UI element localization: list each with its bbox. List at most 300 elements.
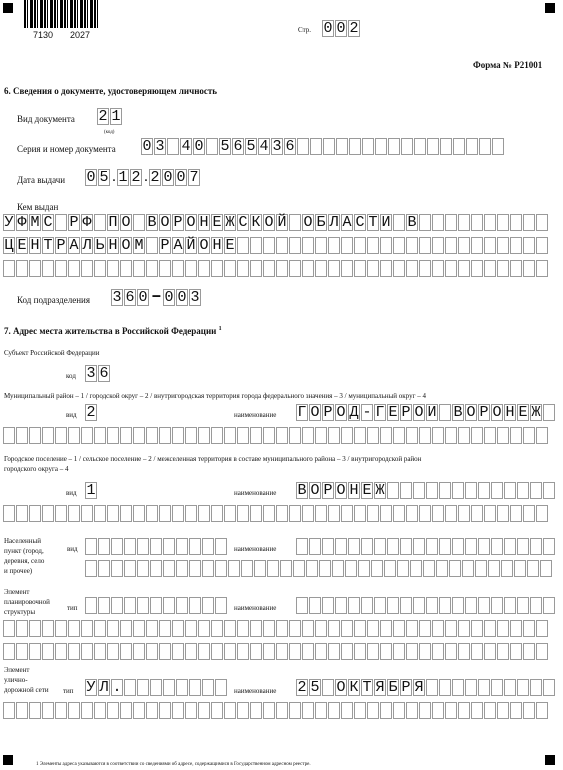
char-cell[interactable]: Р xyxy=(479,404,489,421)
char-cell[interactable] xyxy=(198,260,210,277)
char-cell[interactable]: 2 xyxy=(131,169,141,186)
char-cell[interactable] xyxy=(150,597,162,614)
char-cell[interactable]: У xyxy=(4,214,14,231)
char-cell[interactable] xyxy=(315,643,327,660)
char-cell[interactable] xyxy=(380,237,392,254)
char-cell[interactable] xyxy=(185,505,197,522)
char-cell[interactable]: О xyxy=(121,214,131,231)
char-cell[interactable] xyxy=(224,260,236,277)
char-cell[interactable] xyxy=(98,538,110,555)
char-cell[interactable] xyxy=(427,138,439,155)
char-cell[interactable] xyxy=(523,427,535,444)
char-cell[interactable] xyxy=(29,427,41,444)
char-cell[interactable] xyxy=(452,482,464,499)
char-cell[interactable] xyxy=(3,620,15,637)
char-cell[interactable] xyxy=(211,643,223,660)
char-cell[interactable] xyxy=(172,643,184,660)
char-cell[interactable] xyxy=(267,560,279,577)
char-cell[interactable] xyxy=(335,597,347,614)
char-cell[interactable] xyxy=(523,237,535,254)
char-cell[interactable] xyxy=(530,597,542,614)
char-cell[interactable] xyxy=(452,538,464,555)
locality-type-grid[interactable] xyxy=(85,538,228,555)
char-cell[interactable] xyxy=(471,702,483,719)
char-cell[interactable] xyxy=(189,597,201,614)
char-cell[interactable] xyxy=(328,427,340,444)
char-cell[interactable] xyxy=(185,427,197,444)
char-cell[interactable] xyxy=(432,505,444,522)
char-cell[interactable] xyxy=(484,643,496,660)
char-cell[interactable] xyxy=(254,560,266,577)
char-cell[interactable] xyxy=(471,620,483,637)
char-cell[interactable] xyxy=(543,679,555,696)
char-cell[interactable] xyxy=(367,620,379,637)
char-cell[interactable] xyxy=(419,214,431,231)
char-cell[interactable] xyxy=(167,138,179,155)
char-cell[interactable] xyxy=(374,597,386,614)
char-cell[interactable] xyxy=(504,482,516,499)
char-cell[interactable]: О xyxy=(264,214,274,231)
char-cell[interactable] xyxy=(406,260,418,277)
char-cell[interactable] xyxy=(504,597,516,614)
char-cell[interactable] xyxy=(206,138,218,155)
char-cell[interactable] xyxy=(504,679,516,696)
char-cell[interactable] xyxy=(488,560,500,577)
char-cell[interactable] xyxy=(29,505,41,522)
char-cell[interactable] xyxy=(452,597,464,614)
planning-name-grid-1[interactable] xyxy=(296,597,556,614)
char-cell[interactable] xyxy=(387,538,399,555)
char-cell[interactable] xyxy=(55,643,67,660)
char-cell[interactable] xyxy=(497,260,509,277)
char-cell[interactable] xyxy=(523,260,535,277)
char-cell[interactable] xyxy=(276,505,288,522)
char-cell[interactable] xyxy=(302,643,314,660)
char-cell[interactable] xyxy=(16,505,28,522)
char-cell[interactable] xyxy=(445,237,457,254)
char-cell[interactable] xyxy=(328,260,340,277)
char-cell[interactable] xyxy=(348,597,360,614)
char-cell[interactable] xyxy=(237,643,249,660)
char-cell[interactable] xyxy=(471,505,483,522)
char-cell[interactable] xyxy=(133,214,145,231)
char-cell[interactable]: В xyxy=(147,214,157,231)
issued-by-line-2[interactable] xyxy=(3,237,549,254)
char-cell[interactable] xyxy=(198,505,210,522)
char-cell[interactable]: 0 xyxy=(177,289,187,306)
char-cell[interactable] xyxy=(426,679,438,696)
char-cell[interactable]: 3 xyxy=(272,138,282,155)
char-cell[interactable] xyxy=(42,505,54,522)
char-cell[interactable] xyxy=(393,427,405,444)
char-cell[interactable]: - xyxy=(362,404,372,421)
char-cell[interactable] xyxy=(198,702,210,719)
char-cell[interactable]: М xyxy=(134,237,144,254)
char-cell[interactable] xyxy=(458,620,470,637)
char-cell[interactable] xyxy=(354,620,366,637)
char-cell[interactable] xyxy=(215,679,227,696)
char-cell[interactable] xyxy=(510,620,522,637)
char-cell[interactable] xyxy=(400,538,412,555)
char-cell[interactable]: А xyxy=(69,237,79,254)
char-cell[interactable] xyxy=(176,560,188,577)
char-cell[interactable] xyxy=(491,679,503,696)
char-cell[interactable] xyxy=(523,702,535,719)
char-cell[interactable] xyxy=(107,427,119,444)
char-cell[interactable]: Р xyxy=(69,214,79,231)
char-cell[interactable] xyxy=(163,538,175,555)
char-cell[interactable]: У xyxy=(86,679,96,696)
char-cell[interactable] xyxy=(380,427,392,444)
char-cell[interactable]: 1 xyxy=(86,482,96,499)
char-cell[interactable] xyxy=(388,138,400,155)
char-cell[interactable] xyxy=(453,138,465,155)
char-cell[interactable] xyxy=(289,214,301,231)
char-cell[interactable] xyxy=(497,702,509,719)
settlement-name-grid-2[interactable] xyxy=(3,505,549,522)
char-cell[interactable] xyxy=(42,620,54,637)
char-cell[interactable]: 0 xyxy=(176,169,186,186)
char-cell[interactable] xyxy=(42,702,54,719)
street-name-grid-2[interactable] xyxy=(3,702,549,719)
char-cell[interactable] xyxy=(55,505,67,522)
char-cell[interactable] xyxy=(400,597,412,614)
char-cell[interactable]: 6 xyxy=(233,138,243,155)
char-cell[interactable] xyxy=(172,260,184,277)
char-cell[interactable] xyxy=(202,679,214,696)
char-cell[interactable] xyxy=(280,560,292,577)
char-cell[interactable] xyxy=(3,427,15,444)
char-cell[interactable] xyxy=(211,620,223,637)
char-cell[interactable] xyxy=(202,538,214,555)
char-cell[interactable] xyxy=(16,620,28,637)
char-cell[interactable] xyxy=(120,620,132,637)
char-cell[interactable]: 5 xyxy=(99,169,109,186)
char-cell[interactable] xyxy=(55,427,67,444)
char-cell[interactable] xyxy=(185,620,197,637)
char-cell[interactable]: 3 xyxy=(155,138,165,155)
char-cell[interactable] xyxy=(163,679,175,696)
char-cell[interactable] xyxy=(276,260,288,277)
char-cell[interactable]: 6 xyxy=(125,289,135,306)
char-cell[interactable]: Е xyxy=(212,214,222,231)
char-cell[interactable] xyxy=(445,260,457,277)
char-cell[interactable] xyxy=(536,643,548,660)
char-cell[interactable]: 5 xyxy=(310,679,320,696)
char-cell[interactable] xyxy=(302,237,314,254)
char-cell[interactable]: Л xyxy=(82,237,92,254)
char-cell[interactable]: О xyxy=(466,404,476,421)
char-cell[interactable] xyxy=(484,505,496,522)
char-cell[interactable] xyxy=(436,560,448,577)
char-cell[interactable] xyxy=(224,427,236,444)
char-cell[interactable]: 0 xyxy=(323,20,333,37)
char-cell[interactable] xyxy=(302,427,314,444)
municipal-name-grid-1[interactable] xyxy=(296,404,556,421)
planning-type-grid[interactable] xyxy=(85,597,228,614)
char-cell[interactable] xyxy=(68,505,80,522)
char-cell[interactable] xyxy=(371,560,383,577)
char-cell[interactable] xyxy=(510,427,522,444)
char-cell[interactable] xyxy=(328,237,340,254)
char-cell[interactable]: 0 xyxy=(194,138,204,155)
char-cell[interactable]: Ц xyxy=(4,237,14,254)
char-cell[interactable]: Е xyxy=(362,482,372,499)
char-cell[interactable]: Е xyxy=(17,237,27,254)
char-cell[interactable] xyxy=(94,643,106,660)
char-cell[interactable] xyxy=(387,597,399,614)
char-cell[interactable]: Н xyxy=(212,237,222,254)
char-cell[interactable] xyxy=(354,643,366,660)
char-cell[interactable] xyxy=(185,643,197,660)
char-cell[interactable] xyxy=(393,260,405,277)
char-cell[interactable]: О xyxy=(336,482,346,499)
char-cell[interactable] xyxy=(133,643,145,660)
char-cell[interactable] xyxy=(367,702,379,719)
char-cell[interactable] xyxy=(68,260,80,277)
char-cell[interactable] xyxy=(276,237,288,254)
char-cell[interactable] xyxy=(510,260,522,277)
char-cell[interactable] xyxy=(189,560,201,577)
char-cell[interactable]: 2 xyxy=(98,108,108,125)
char-cell[interactable] xyxy=(419,643,431,660)
municipal-name-grid-2[interactable] xyxy=(3,427,549,444)
char-cell[interactable] xyxy=(55,260,67,277)
char-cell[interactable] xyxy=(484,620,496,637)
char-cell[interactable] xyxy=(478,538,490,555)
char-cell[interactable] xyxy=(432,702,444,719)
char-cell[interactable] xyxy=(215,538,227,555)
char-cell[interactable] xyxy=(42,427,54,444)
issued-by-line-1[interactable] xyxy=(3,214,549,231)
char-cell[interactable] xyxy=(42,643,54,660)
char-cell[interactable] xyxy=(68,643,80,660)
char-cell[interactable] xyxy=(527,560,539,577)
char-cell[interactable] xyxy=(107,505,119,522)
char-cell[interactable] xyxy=(367,260,379,277)
char-cell[interactable] xyxy=(263,643,275,660)
char-cell[interactable] xyxy=(68,620,80,637)
char-cell[interactable]: Н xyxy=(505,404,515,421)
char-cell[interactable]: В xyxy=(297,482,307,499)
char-cell[interactable] xyxy=(250,237,262,254)
char-cell[interactable] xyxy=(224,643,236,660)
char-cell[interactable] xyxy=(471,214,483,231)
char-cell[interactable] xyxy=(42,260,54,277)
char-cell[interactable] xyxy=(419,620,431,637)
char-cell[interactable] xyxy=(81,643,93,660)
char-cell[interactable] xyxy=(163,597,175,614)
char-cell[interactable] xyxy=(120,260,132,277)
char-cell[interactable] xyxy=(380,643,392,660)
char-cell[interactable] xyxy=(465,482,477,499)
char-cell[interactable] xyxy=(328,620,340,637)
char-cell[interactable] xyxy=(432,260,444,277)
char-cell[interactable] xyxy=(159,643,171,660)
char-cell[interactable] xyxy=(341,427,353,444)
char-cell[interactable] xyxy=(289,427,301,444)
char-cell[interactable] xyxy=(310,138,322,155)
char-cell[interactable] xyxy=(406,702,418,719)
char-cell[interactable] xyxy=(349,138,361,155)
char-cell[interactable] xyxy=(276,620,288,637)
char-cell[interactable] xyxy=(263,237,275,254)
char-cell[interactable] xyxy=(263,427,275,444)
char-cell[interactable] xyxy=(510,505,522,522)
char-cell[interactable] xyxy=(439,404,451,421)
char-cell[interactable] xyxy=(458,427,470,444)
char-cell[interactable] xyxy=(458,643,470,660)
char-cell[interactable] xyxy=(328,702,340,719)
char-cell[interactable] xyxy=(250,505,262,522)
char-cell[interactable] xyxy=(146,505,158,522)
char-cell[interactable] xyxy=(189,538,201,555)
char-cell[interactable] xyxy=(81,620,93,637)
char-cell[interactable] xyxy=(322,597,334,614)
char-cell[interactable]: Б xyxy=(316,214,326,231)
municipal-type-grid[interactable] xyxy=(85,404,98,421)
char-cell[interactable] xyxy=(146,643,158,660)
char-cell[interactable] xyxy=(479,138,491,155)
char-cell[interactable] xyxy=(309,597,321,614)
issue-year-grid[interactable] xyxy=(149,169,201,186)
series-number-grid[interactable] xyxy=(141,138,505,155)
char-cell[interactable]: Р xyxy=(323,404,333,421)
char-cell[interactable] xyxy=(380,260,392,277)
char-cell[interactable] xyxy=(367,237,379,254)
char-cell[interactable]: 2 xyxy=(150,169,160,186)
char-cell[interactable]: 4 xyxy=(259,138,269,155)
char-cell[interactable] xyxy=(172,505,184,522)
char-cell[interactable] xyxy=(306,560,318,577)
char-cell[interactable]: Ж xyxy=(375,482,385,499)
char-cell[interactable]: 6 xyxy=(285,138,295,155)
char-cell[interactable]: О xyxy=(121,237,131,254)
settlement-name-grid-1[interactable] xyxy=(296,482,556,499)
char-cell[interactable] xyxy=(289,620,301,637)
char-cell[interactable] xyxy=(358,560,370,577)
char-cell[interactable] xyxy=(426,482,438,499)
char-cell[interactable]: А xyxy=(173,237,183,254)
char-cell[interactable]: Т xyxy=(362,679,372,696)
char-cell[interactable] xyxy=(107,643,119,660)
char-cell[interactable]: 3 xyxy=(112,289,122,306)
char-cell[interactable] xyxy=(94,702,106,719)
char-cell[interactable] xyxy=(241,560,253,577)
char-cell[interactable] xyxy=(484,214,496,231)
char-cell[interactable] xyxy=(302,260,314,277)
char-cell[interactable] xyxy=(133,505,145,522)
char-cell[interactable] xyxy=(202,597,214,614)
char-cell[interactable] xyxy=(16,702,28,719)
char-cell[interactable] xyxy=(133,620,145,637)
char-cell[interactable] xyxy=(172,620,184,637)
char-cell[interactable] xyxy=(29,702,41,719)
char-cell[interactable] xyxy=(491,597,503,614)
char-cell[interactable] xyxy=(439,679,451,696)
char-cell[interactable] xyxy=(237,237,249,254)
char-cell[interactable] xyxy=(380,505,392,522)
char-cell[interactable] xyxy=(536,702,548,719)
char-cell[interactable]: 2 xyxy=(297,679,307,696)
char-cell[interactable] xyxy=(237,427,249,444)
char-cell[interactable] xyxy=(510,214,522,231)
char-cell[interactable] xyxy=(445,702,457,719)
char-cell[interactable] xyxy=(328,505,340,522)
char-cell[interactable] xyxy=(211,505,223,522)
char-cell[interactable] xyxy=(315,237,327,254)
char-cell[interactable]: 1 xyxy=(118,169,128,186)
char-cell[interactable] xyxy=(440,138,452,155)
char-cell[interactable] xyxy=(367,505,379,522)
char-cell[interactable] xyxy=(543,482,555,499)
char-cell[interactable]: О xyxy=(310,404,320,421)
char-cell[interactable] xyxy=(150,679,162,696)
char-cell[interactable] xyxy=(536,260,548,277)
char-cell[interactable] xyxy=(124,560,136,577)
char-cell[interactable] xyxy=(16,260,28,277)
char-cell[interactable] xyxy=(397,560,409,577)
char-cell[interactable]: Р xyxy=(56,237,66,254)
char-cell[interactable]: И xyxy=(427,404,437,421)
char-cell[interactable] xyxy=(432,237,444,254)
char-cell[interactable]: 5 xyxy=(220,138,230,155)
char-cell[interactable] xyxy=(120,702,132,719)
char-cell[interactable] xyxy=(146,237,158,254)
planning-name-grid-3[interactable] xyxy=(3,643,549,660)
char-cell[interactable] xyxy=(393,214,405,231)
char-cell[interactable] xyxy=(445,214,457,231)
char-cell[interactable] xyxy=(530,482,542,499)
char-cell[interactable] xyxy=(458,237,470,254)
char-cell[interactable] xyxy=(29,620,41,637)
char-cell[interactable] xyxy=(211,260,223,277)
char-cell[interactable] xyxy=(484,260,496,277)
char-cell[interactable] xyxy=(374,538,386,555)
dept-code-right-grid[interactable] xyxy=(163,289,202,306)
char-cell[interactable] xyxy=(85,538,97,555)
char-cell[interactable] xyxy=(29,643,41,660)
char-cell[interactable] xyxy=(133,702,145,719)
char-cell[interactable] xyxy=(462,560,474,577)
char-cell[interactable] xyxy=(406,237,418,254)
char-cell[interactable] xyxy=(224,620,236,637)
char-cell[interactable] xyxy=(55,214,67,231)
char-cell[interactable] xyxy=(406,427,418,444)
char-cell[interactable] xyxy=(478,597,490,614)
char-cell[interactable] xyxy=(68,427,80,444)
char-cell[interactable] xyxy=(354,505,366,522)
char-cell[interactable] xyxy=(471,260,483,277)
char-cell[interactable]: 3 xyxy=(86,365,96,382)
char-cell[interactable] xyxy=(536,427,548,444)
char-cell[interactable] xyxy=(172,702,184,719)
char-cell[interactable]: В xyxy=(407,214,417,231)
char-cell[interactable] xyxy=(361,597,373,614)
char-cell[interactable] xyxy=(458,702,470,719)
char-cell[interactable]: Е xyxy=(388,404,398,421)
char-cell[interactable] xyxy=(478,482,490,499)
char-cell[interactable] xyxy=(466,138,478,155)
char-cell[interactable] xyxy=(439,597,451,614)
char-cell[interactable]: О xyxy=(414,404,424,421)
char-cell[interactable] xyxy=(202,560,214,577)
char-cell[interactable] xyxy=(323,138,335,155)
char-cell[interactable] xyxy=(471,427,483,444)
locality-name-grid-1[interactable] xyxy=(296,538,556,555)
char-cell[interactable] xyxy=(341,505,353,522)
char-cell[interactable]: Ф xyxy=(82,214,92,231)
